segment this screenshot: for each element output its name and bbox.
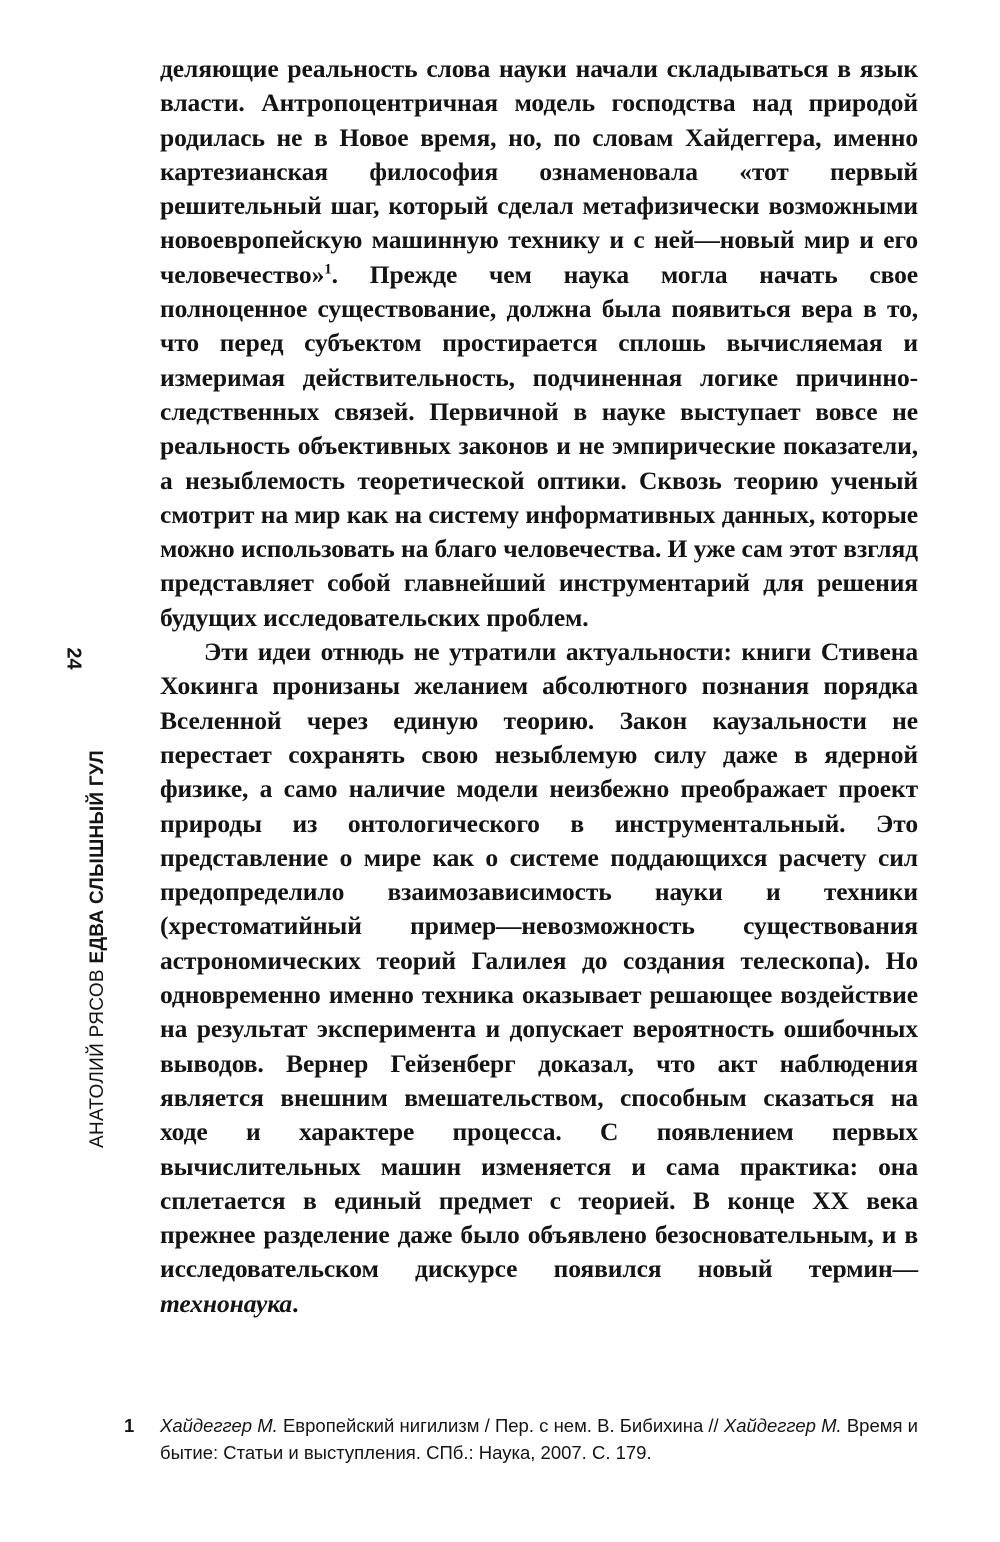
paragraph-1-text-a: деляющие реальность слова науки начали складываться в язык власти. Антропоцентричная модель господства над природой родилась не в Новое время, но, по словам Хайдеггера, именно картезианская философия ознаменовала «тот первый решительный шаг, который сделал метафизически возможными новоевропейскую машинную технику и с ней—новый мир и его человечество» xyxy=(160,54,918,289)
footnote-author-1: Хайдеггер М. xyxy=(160,1415,278,1436)
paragraph-2-end: . xyxy=(292,1288,299,1318)
footnote-text-1: Европейский нигилизм / Пер. с нем. В. Бибихина // xyxy=(277,1415,724,1436)
paragraph-1 xyxy=(160,52,918,635)
footnote xyxy=(124,1412,918,1466)
paragraph-2 xyxy=(160,635,918,1321)
running-head-title: ЕДВА СЛЫШНЫЙ ГУЛ xyxy=(87,749,108,964)
footnote-text-2: Время и бытие: Статьи и выступления. СПб.: Наука, 2007. С. 179. xyxy=(160,1415,918,1463)
paragraph-2-emphasis: технонаука xyxy=(160,1288,293,1318)
running-head-author: АНАТОЛИЙ РЯСОВ xyxy=(87,969,108,1148)
footnote-number: 1 xyxy=(124,1415,135,1436)
paragraph-1-text-b: . Прежде чем наука могла начать свое полноценное существование, должна была появиться вера в то, что перед субъектом простирается сплошь вычисляемая и измеримая действительность, подчиненная логике причинно-следственных связей. Первичной в науке выступает вовсе не реальность объективных законов и не эмпирические показатели, а незыблемость теоретической оптики. Сквозь теорию ученый смотрит на мир как на систему информативных данных, которые можно использовать на благо человечества. И уже сам этот взгляд представляет собой главнейший инструментарий для решения будущих исследовательских проблем. xyxy=(160,259,918,632)
paragraph-2-text: Эти идеи отнюдь не утратили актуальности: книги Стивена Хокинга пронизаны желанием абсолютного познания порядка Вселенной через единую теорию. Закон каузальности не перестает сохранять свою незыблемую силу даже в ядерной физике, а само наличие модели неизбежно преображает проект природы из онтологического в инструментальный. Это представление о мире как о системе поддающихся расчету сил предопределило взаимозависимость науки и техники (хрестоматийный пример—невозможность существования астрономических теорий Галилея до создания телескопа). Но одновременно именно техника оказывает решающее воздействие на результат эксперимента и допускает вероятность ошибочных выводов. Вернер Гейзенберг доказал, что акт наблюдения является внешним вмешательством, способным сказаться на ходе и характере процесса. С появлением первых вычислительных машин изменяется и сама практика: она сплетается в единый предмет с теорией. В конце XX века прежнее разделение даже было объявлено безосновательным, и в исследовательском дискурсе появился новый термин— xyxy=(160,637,918,1284)
footnote-reference[interactable]: 1 xyxy=(324,261,332,278)
footnote-author-2: Хайдеггер М. xyxy=(723,1415,842,1436)
main-text xyxy=(160,52,918,1321)
running-head xyxy=(87,750,109,1148)
page-number: 24 xyxy=(62,647,85,670)
